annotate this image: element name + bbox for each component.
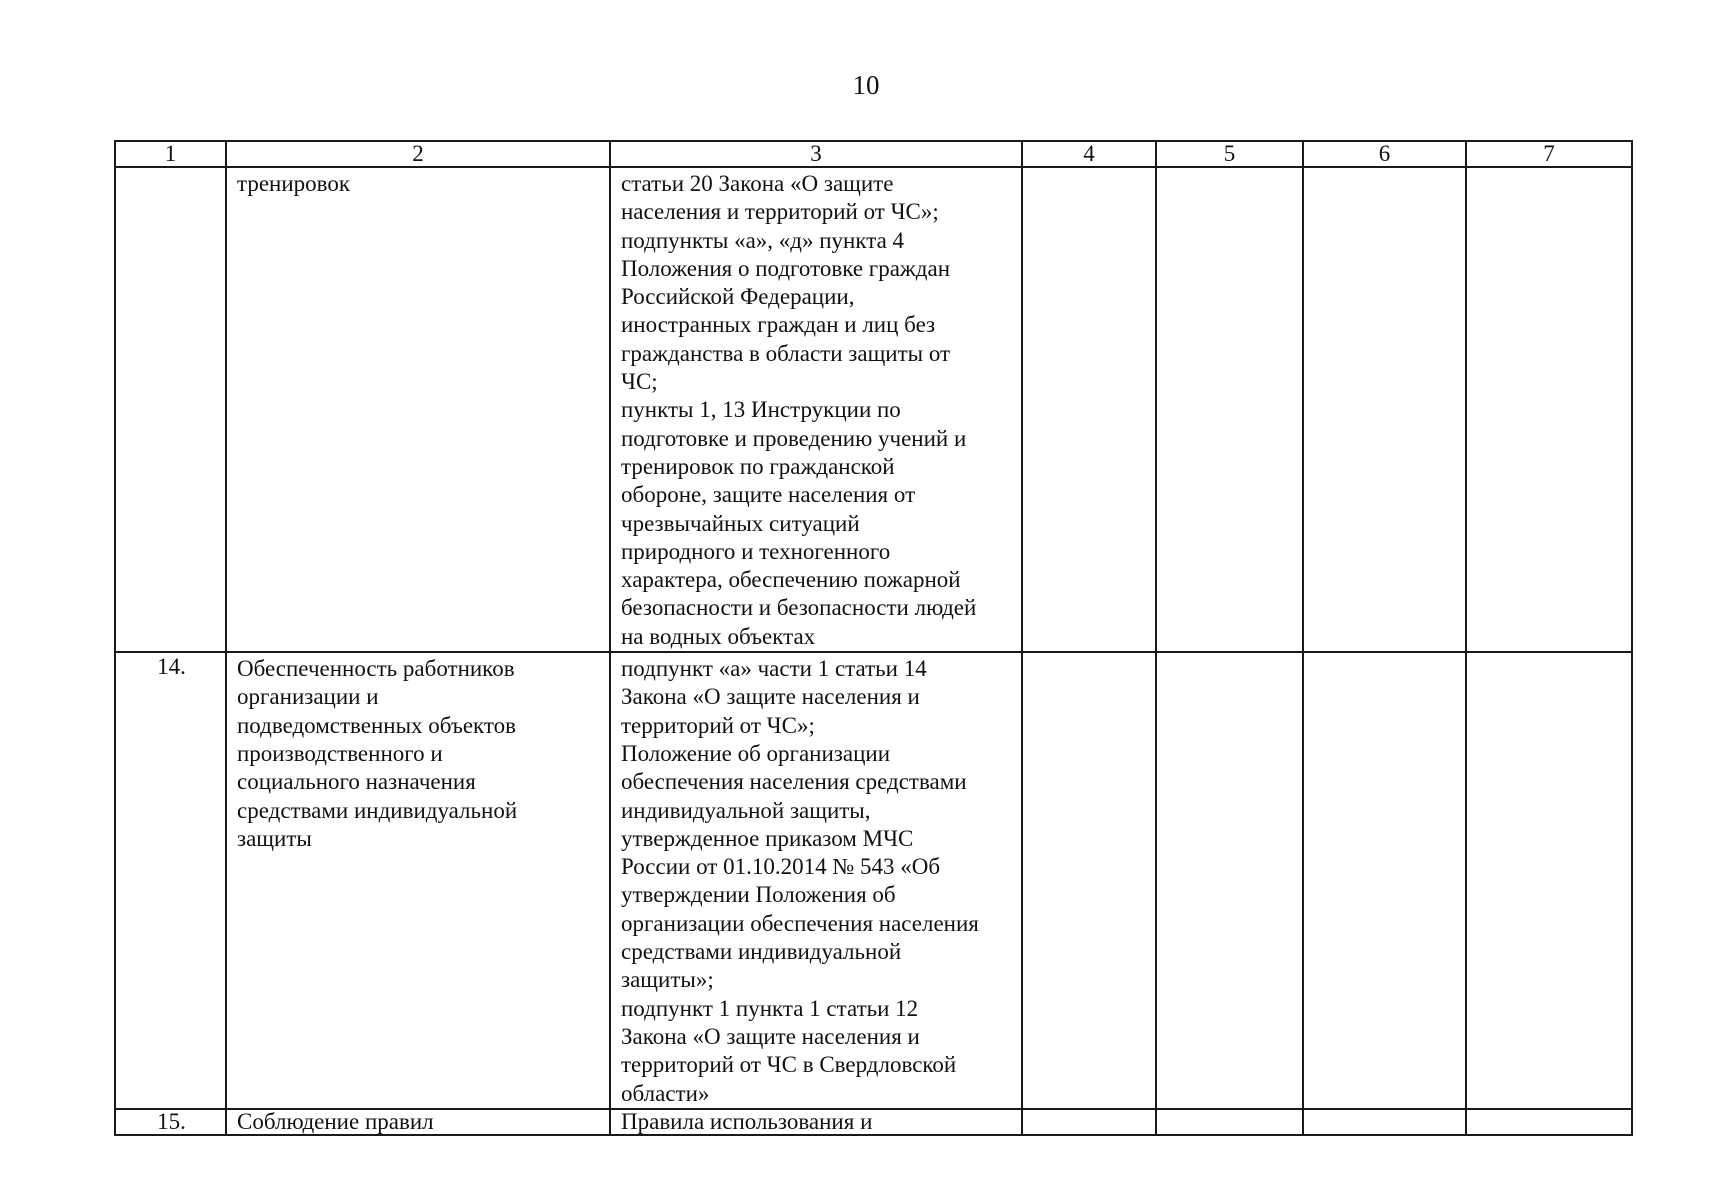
column-header-2: 2 [226, 141, 610, 167]
requirements-cell [610, 167, 1022, 652]
answer-cell-5 [1156, 652, 1303, 1109]
column-header-3: 3 [610, 141, 1022, 167]
requirements-text: Правила использования и [621, 1108, 873, 1134]
column-header-4: 4 [1022, 141, 1156, 167]
question-text: тренировок [237, 171, 351, 196]
row-number-cell [115, 167, 226, 652]
table-row [115, 652, 1632, 1109]
row-number: 14. [157, 654, 186, 680]
question-cell [226, 1109, 610, 1135]
cell-4-text [1023, 653, 1155, 655]
cell-4-text [1023, 168, 1155, 170]
column-header-5: 5 [1156, 141, 1303, 167]
answer-cell-7 [1466, 167, 1632, 652]
answer-cell-4 [1022, 1109, 1156, 1135]
question-text: Обеспеченность работников организации и подведомственных объектов производственного и социального назначения средствами индивидуальной защиты [237, 656, 518, 851]
cell-7-text [1467, 168, 1631, 170]
requirements-cell [610, 1109, 1022, 1135]
row-number: 15. [157, 1108, 186, 1134]
cell-5-text [1157, 653, 1302, 655]
requirements-cell [610, 652, 1022, 1109]
page-number: 10 [852, 70, 880, 100]
cell-5-text [1157, 168, 1302, 170]
table-row [115, 1109, 1632, 1135]
answer-cell-5 [1156, 1109, 1303, 1135]
row-number-cell [115, 1109, 226, 1135]
answer-cell-6 [1303, 167, 1466, 652]
column-header-1: 1 [115, 141, 226, 167]
answer-cell-6 [1303, 652, 1466, 1109]
answer-cell-7 [1466, 652, 1632, 1109]
answer-cell-6 [1303, 1109, 1466, 1135]
question-cell [226, 167, 610, 652]
cell-6-text [1304, 168, 1465, 170]
question-text: Соблюдение правил [237, 1108, 434, 1134]
requirements-text: статьи 20 Закона «О защите населения и территорий от ЧС»; подпункты «а», «д» пункта 4 Положения о подготовке граждан Российской Федерации, иностранных граждан и лиц без гражданства в области защиты от ЧС; пункты 1, 13 Инструкции по подготовке и проведению учений и тренировок по гражданской обороне, защите населения от чрезвычайных ситуаций природного и техногенного характера, обеспечению пожарной безопасности и безопасности людей на водных объектах [621, 171, 977, 649]
cell-7-text [1467, 653, 1631, 655]
question-cell [226, 652, 610, 1109]
answer-cell-4 [1022, 652, 1156, 1109]
answer-cell-7 [1466, 1109, 1632, 1135]
requirements-text: подпункт «а» части 1 статьи 14 Закона «О защите населения и территорий от ЧС»; Положение об организации обеспечения населения средствами индивидуальной защиты, утвержденное приказом МЧС России от 01.10.2014 № 543 «Об утверждении Положения об организации обеспечения населения средствами индивидуальной защиты»; подпункт 1 пункта 1 статьи 12 Закона «О защите населения и территорий от ЧС в Свердловской области» [621, 656, 979, 1106]
column-header-6: 6 [1303, 141, 1466, 167]
table-row [115, 167, 1632, 652]
header-row [115, 141, 1632, 167]
cell-6-text [1304, 653, 1465, 655]
column-header-7: 7 [1466, 141, 1632, 167]
answer-cell-5 [1156, 167, 1303, 652]
checklist-table [114, 140, 1633, 1136]
row-number-cell [115, 652, 226, 1109]
answer-cell-4 [1022, 167, 1156, 652]
